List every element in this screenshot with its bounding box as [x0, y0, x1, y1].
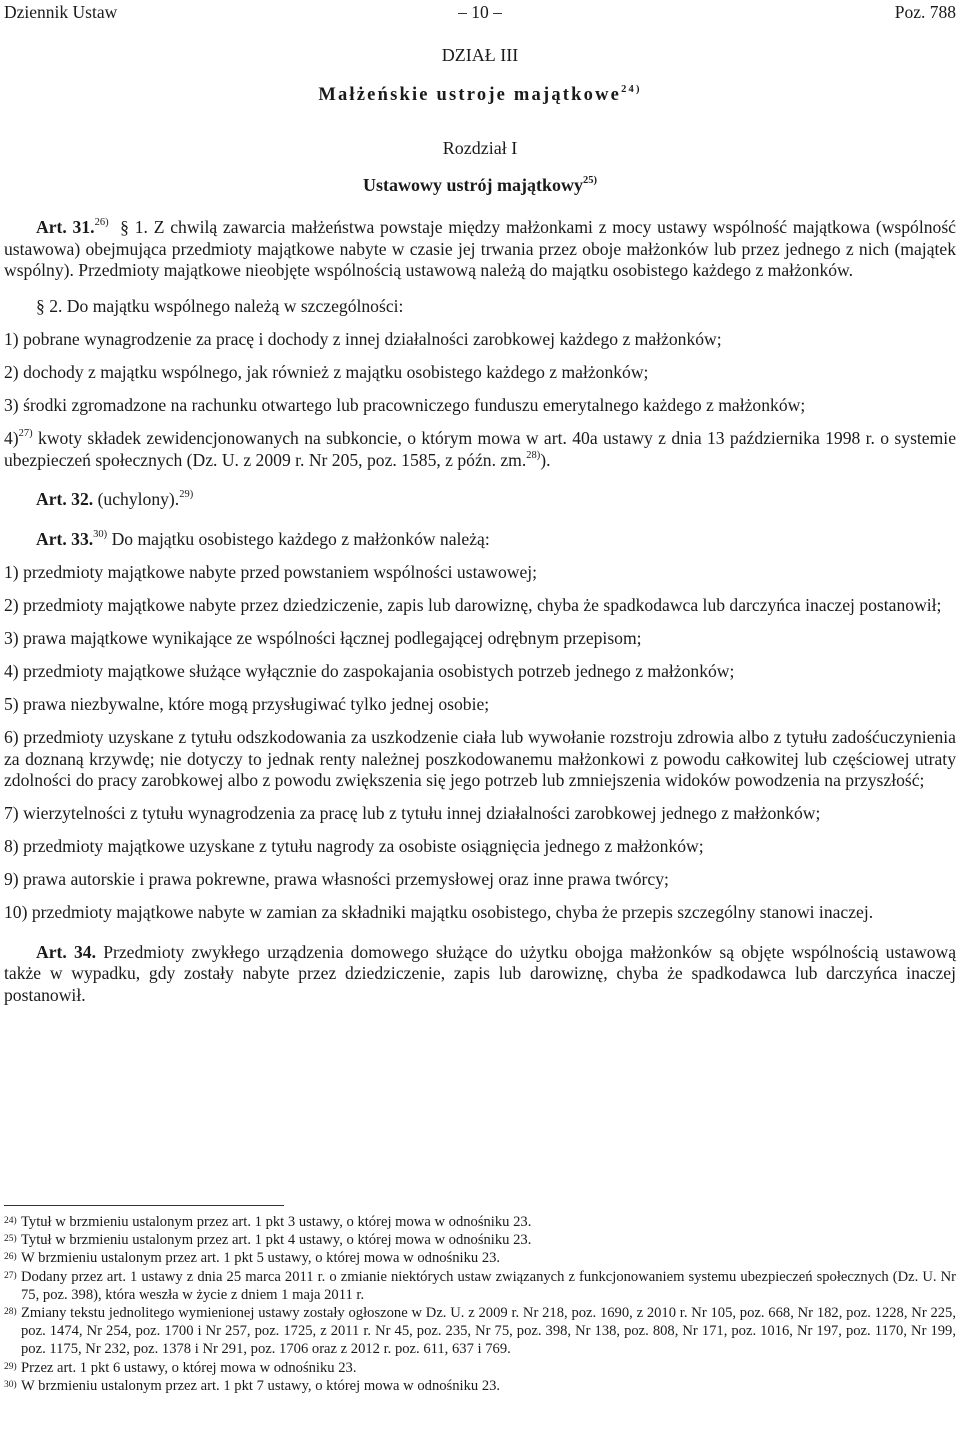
list-text: dochody z majątku wspólnego, jak również z majątku osobistego każdego z małżonków; — [23, 362, 649, 382]
paragraph-number: § 2. — [36, 295, 63, 316]
list-item — [4, 428, 956, 471]
list-text: prawa majątkowe wynikające ze wspólności łącznej podlegającej odrębnym przepisom; — [23, 628, 642, 648]
footnote — [4, 1249, 956, 1267]
footnote-ref[interactable]: 25) — [582, 175, 597, 186]
article-31-paragraph-2 — [4, 296, 956, 318]
paragraph-text: Z chwilą zawarcia małżeństwa powstaje między małżonkami z mocy ustawy wspólność majątkowa (wspólność ustawowa) obejmująca przedmioty majątkowe nabyte w czasie jej trwania przez oboje małżonków lub przez jednego z nich (majątek wspólny). Przedmioty majątkowe nieobjęte wspólnością ustawową należą do majątku osobistego każdego z małżonków. — [4, 217, 956, 280]
list-text: prawa niezbywalne, które mogą przysługiwać tylko jednej osobie; — [23, 694, 490, 714]
list-item — [4, 661, 956, 683]
article-34 — [4, 942, 956, 1007]
footnote-text: Tytuł w brzmieniu ustalonym przez art. 1 pkt 3 ustawy, o której mowa w odnośniku 23. — [21, 1214, 532, 1230]
list-item — [4, 803, 956, 825]
list-text: przedmioty majątkowe nabyte w zamian za składniki majątku osobistego, chyba że przepis szczególny stanowi inaczej. — [31, 902, 874, 922]
list-number: 6) — [4, 727, 19, 747]
footnote-text: Dodany przez art. 1 ustawy z dnia 25 marca 2011 r. o zmianie niektórych ustaw związanych z funkcjonowaniem systemu ubezpieczeń społecznych (Dz. U. Nr 75, poz. 398), która weszła w życie z dniem 1 maja 2011 r. — [21, 1268, 956, 1303]
footnote-text: Przez art. 1 pkt 6 ustawy, o której mowa w odnośniku 23. — [21, 1359, 357, 1376]
footnote-ref[interactable]: 24) — [621, 83, 642, 95]
list-text: przedmioty majątkowe nabyte przez dziedziczenie, zapis lub darowiznę, chyba że spadkodawca lub darczyńca inaczej postanowił; — [23, 595, 942, 615]
list-item — [4, 694, 956, 716]
article-33-list — [4, 562, 956, 924]
chapter-subtitle-text: Ustawowy ustrój majątkowy — [363, 175, 583, 195]
article-31-paragraph-1 — [4, 217, 956, 282]
article-label: Art. 33. — [36, 528, 94, 549]
footnote-text: W brzmieniu ustalonym przez art. 1 pkt 7 ustawy, o której mowa w odnośniku 23. — [21, 1377, 501, 1394]
list-text: środki zgromadzone na rachunku otwartego lub pracowniczego funduszu emerytalnego każdego z małżonków; — [23, 395, 806, 415]
article-label: Art. 31. — [36, 217, 95, 237]
list-number: 2) — [4, 362, 19, 382]
footnote — [4, 1377, 956, 1395]
list-item — [4, 595, 956, 617]
footnote-ref[interactable]: 28) — [526, 449, 541, 461]
list-text: wierzytelności z tytułu wynagrodzenia za pracę lub z tytułu innej działalności zarobkowej jednego z małżonków; — [23, 803, 821, 823]
paragraph-number: § 1. — [120, 217, 148, 237]
article-32 — [4, 489, 956, 511]
division-subtitle-text: Małżeńskie ustroje majątkowe — [318, 85, 622, 105]
footnote-ref[interactable]: 27) — [18, 428, 33, 440]
footnote-text: Zmiany tekstu jednolitego wymienionej ustawy zostały ogłoszone w Dz. U. z 2009 r. Nr 218, poz. 1690, z 2010 r. Nr 105, poz. 668, Nr 182, poz. 1228, Nr 225, poz. 1474, Nr 254, poz. 1700 i Nr 257, poz. 1725, z 2011 r. Nr 45, poz. 235, Nr 75, poz. 398, Nr 138, poz. 808, Nr 171, poz. 1016, Nr 197, poz. 1170, Nr 199, poz. 1175, Nr 232, poz. 1378 i Nr 291, poz. 1706 oraz z 2012 r. poz. 611, 637 i 769. — [21, 1305, 956, 1358]
footnote — [4, 1268, 956, 1304]
list-text: kwoty składek zewidencjonowanych na subkoncie, o którym mowa w art. 40a ustawy z dnia 13 października 1998 r. o systemie ubezpieczeń społecznych (Dz. U. z 2009 r. Nr 205, poz. 1585, z późn. zm. — [4, 428, 956, 470]
footnotes — [4, 1213, 956, 1395]
list-text-tail: ). — [540, 449, 551, 470]
list-item — [4, 628, 956, 650]
article-text: Do majątku osobistego każdego z małżonków należą: — [111, 528, 490, 549]
list-text: przedmioty majątkowe służące wyłącznie do zaspokajania osobistych potrzeb jednego z małżonków; — [23, 661, 735, 681]
position-number: Poz. 788 — [894, 2, 956, 22]
footnote-text: W brzmieniu ustalonym przez art. 1 pkt 5 ustawy, o której mowa w odnośniku 23. — [21, 1250, 501, 1267]
list-item — [4, 869, 956, 891]
article-text: Przedmioty zwykłego urządzenia domowego służące do użytku obojga małżonków są objęte wspólnością ustawową także w wypadku, gdy zostały nabyte przez dziedziczenie, zapis lub darowiznę, chyba że spadkodawca lub darczyńca inaczej postanowił. — [4, 941, 957, 1005]
chapter-title: Rozdział I — [442, 138, 518, 158]
article-label: Art. 34. — [36, 941, 96, 962]
list-number: 9) — [4, 869, 19, 889]
footnote-mark: 30) — [4, 1379, 17, 1390]
footnote — [4, 1213, 956, 1231]
list-number: 1) — [4, 562, 19, 582]
paragraph-text: Do majątku wspólnego należą w szczególności: — [66, 295, 404, 316]
footnote-text: Tytuł w brzmieniu ustalonym przez art. 1 pkt 4 ustawy, o której mowa w odnośniku 23. — [21, 1232, 532, 1249]
list-number: 3) — [4, 395, 19, 415]
footnote-ref[interactable]: 29) — [179, 489, 194, 501]
list-number: 4) — [4, 428, 19, 448]
footnote-divider — [4, 1205, 284, 1206]
journal-name: Dziennik Ustaw — [4, 2, 118, 22]
list-number: 4) — [4, 661, 19, 681]
list-text: prawa autorskie i prawa pokrewne, prawa własności przemysłowej oraz inne prawa twórcy; — [23, 869, 669, 889]
footnote-mark: 25) — [4, 1234, 17, 1245]
list-number: 10) — [4, 902, 28, 922]
list-number: 5) — [4, 694, 19, 714]
list-text: przedmioty majątkowe uzyskane z tytułu nagrody za osobiste osiągnięcia jednego z małżonków; — [23, 836, 704, 856]
footnote-mark: 24) — [4, 1216, 17, 1226]
list-number: 1) — [4, 329, 19, 349]
list-item — [4, 562, 956, 584]
footnote-mark: 29) — [4, 1361, 17, 1372]
list-item — [4, 329, 956, 351]
footnote-ref[interactable]: 30) — [93, 528, 108, 540]
page-number: – 10 – — [458, 2, 502, 22]
list-item — [4, 727, 956, 792]
article-33-intro — [4, 529, 956, 551]
article-text: (uchylony). — [97, 489, 180, 509]
list-number: 2) — [4, 595, 19, 615]
chapter-subtitle — [0, 175, 960, 196]
footnote-mark: 27) — [4, 1270, 17, 1281]
division-subtitle — [0, 85, 960, 106]
list-text: przedmioty uzyskane z tytułu odszkodowania za uszkodzenie ciała lub wywołanie rozstroju zdrowia albo z tytułu zadośćuczynienia za doznaną krzywdę; nie dotyczy to jednak renty należnej poszkodowanemu małżonkowi z powodu całkowitej lub częściowej utraty zdolności do pracy zarobkowej albo z powodu zwiększenia się jego potrzeb lub zmniejszenia widoków powodzenia na przyszłość; — [4, 727, 956, 790]
list-number: 3) — [4, 628, 19, 648]
footnote — [4, 1304, 956, 1359]
list-item — [4, 395, 956, 417]
footnote-mark: 28) — [4, 1307, 17, 1318]
footnote — [4, 1359, 956, 1377]
list-item — [4, 836, 956, 858]
footnote-ref[interactable]: 26) — [94, 217, 109, 229]
list-number: 8) — [4, 836, 19, 856]
page-header — [4, 2, 956, 24]
article-label: Art. 32. — [36, 489, 94, 509]
article-31-list — [4, 329, 956, 471]
list-text: pobrane wynagrodzenie za pracę i dochody z innej działalności zarobkowej każdego z małżonków; — [23, 329, 722, 349]
list-item — [4, 902, 956, 924]
main-text — [4, 217, 956, 1006]
list-text: przedmioty majątkowe nabyte przed powstaniem wspólności ustawowej; — [23, 562, 538, 582]
footnote — [4, 1231, 956, 1249]
division-title: DZIAŁ III — [441, 45, 519, 65]
list-item — [4, 362, 956, 384]
footnote-mark: 26) — [4, 1252, 17, 1263]
list-number: 7) — [4, 803, 19, 823]
